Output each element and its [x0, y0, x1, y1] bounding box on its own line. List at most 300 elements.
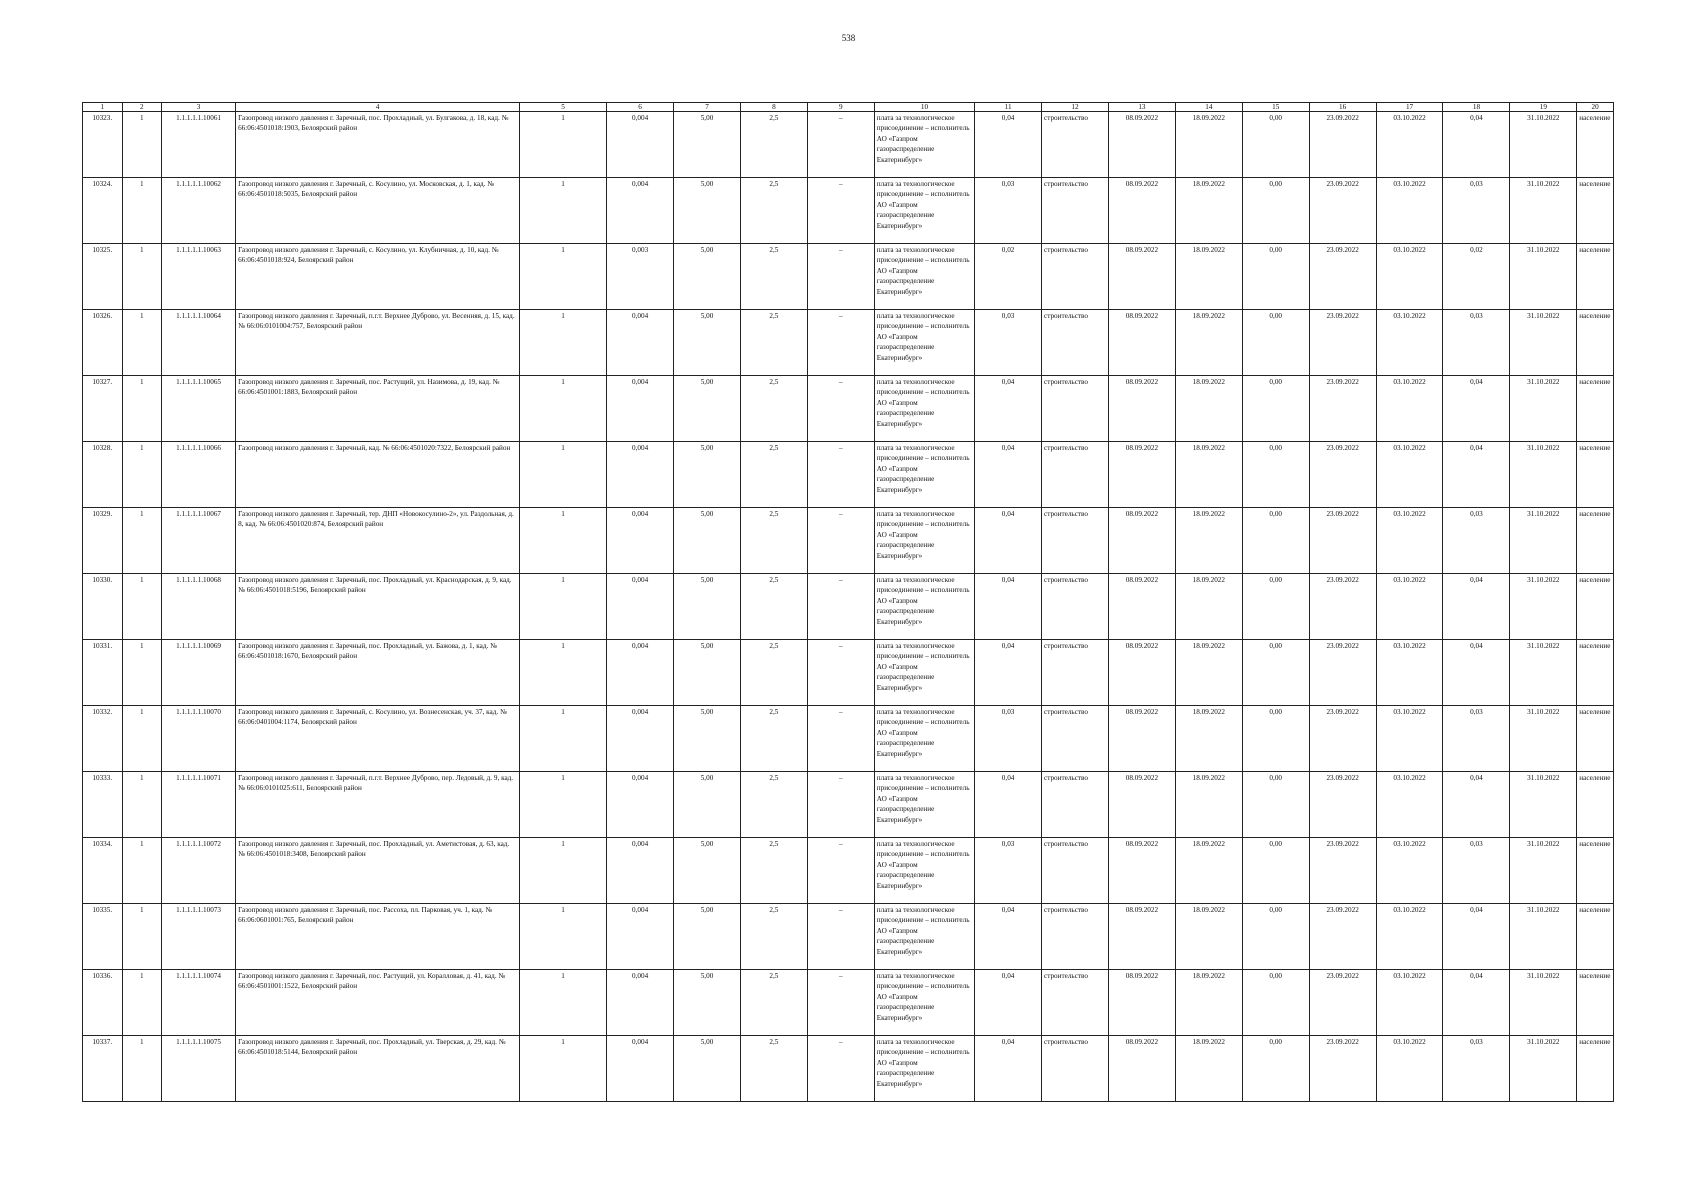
- table-cell-col-3: 1.1.1.1.1.10065: [162, 376, 236, 442]
- table-cell-col-14: 18.09.2022: [1175, 376, 1242, 442]
- table-cell-col-20: население: [1577, 640, 1614, 706]
- table-cell-col-19: 31.10.2022: [1510, 178, 1577, 244]
- table-cell-col-5: 1: [519, 376, 606, 442]
- table-cell-col-17: 03.10.2022: [1376, 112, 1443, 178]
- table-cell-col-7: 5,00: [674, 838, 741, 904]
- table-cell-col-13: 08.09.2022: [1108, 508, 1175, 574]
- table-cell-col-17: 03.10.2022: [1376, 970, 1443, 1036]
- table-cell-col-3: 1.1.1.1.1.10066: [162, 442, 236, 508]
- table-cell-col-1: 10326.: [83, 310, 123, 376]
- table-cell-col-6: 0,004: [607, 1036, 674, 1102]
- table-cell-col-7: 5,00: [674, 112, 741, 178]
- table-cell-col-11: 0,02: [975, 244, 1042, 310]
- table-cell-col-6: 0,004: [607, 310, 674, 376]
- table-cell-col-5: 1: [519, 706, 606, 772]
- table-cell-col-20: население: [1577, 508, 1614, 574]
- table-cell-col-4: Газопровод низкого давления г. Заречный, пос. Растущий, ул. Назимова, д. 19, кад. № 66:06:4501001:1883, Белоярский район: [236, 376, 520, 442]
- table-cell-col-9: –: [807, 112, 874, 178]
- table-row: [83, 376, 1614, 442]
- page-number: 538: [841, 33, 856, 43]
- table-cell-col-19: 31.10.2022: [1510, 772, 1577, 838]
- table-cell-col-20: население: [1577, 112, 1614, 178]
- table-cell-col-17: 03.10.2022: [1376, 310, 1443, 376]
- table-cell-col-3: 1.1.1.1.1.10070: [162, 706, 236, 772]
- table-cell-col-8: 2,5: [740, 838, 807, 904]
- table-cell-col-1: 10335.: [83, 904, 123, 970]
- column-header-9: 9: [807, 103, 874, 112]
- table-cell-col-16: 23.09.2022: [1309, 178, 1376, 244]
- table-cell-col-5: 1: [519, 838, 606, 904]
- table-cell-col-15: 0,00: [1242, 244, 1309, 310]
- table-cell-col-13: 08.09.2022: [1108, 1036, 1175, 1102]
- table-row: [83, 640, 1614, 706]
- table-cell-col-20: население: [1577, 706, 1614, 772]
- table-cell-col-19: 31.10.2022: [1510, 442, 1577, 508]
- table-row: [83, 442, 1614, 508]
- table-cell-col-13: 08.09.2022: [1108, 178, 1175, 244]
- table-cell-col-7: 5,00: [674, 904, 741, 970]
- table-cell-col-19: 31.10.2022: [1510, 1036, 1577, 1102]
- table-cell-col-18: 0,03: [1443, 310, 1510, 376]
- table-cell-col-20: население: [1577, 178, 1614, 244]
- table-cell-col-3: 1.1.1.1.1.10075: [162, 1036, 236, 1102]
- column-header-5: 5: [519, 103, 606, 112]
- table-cell-col-12: строительство: [1042, 112, 1109, 178]
- table-cell-col-7: 5,00: [674, 772, 741, 838]
- table-cell-col-2: 1: [122, 904, 162, 970]
- table-row: [83, 838, 1614, 904]
- table-cell-col-4: Газопровод низкого давления г. Заречный, с. Косулино, ул. Вознесенская, уч. 37, кад. № 66:06:0401004:1174, Белоярский район: [236, 706, 520, 772]
- table-cell-col-6: 0,004: [607, 508, 674, 574]
- table-cell-col-5: 1: [519, 112, 606, 178]
- table-cell-col-19: 31.10.2022: [1510, 310, 1577, 376]
- table-cell-col-13: 08.09.2022: [1108, 574, 1175, 640]
- table-cell-col-17: 03.10.2022: [1376, 244, 1443, 310]
- table-cell-col-1: 10336.: [83, 970, 123, 1036]
- table-cell-col-12: строительство: [1042, 442, 1109, 508]
- column-header-20: 20: [1577, 103, 1614, 112]
- table-cell-col-10: плата за технологическое присоединение – исполнитель АО «Газпром газораспределение Екатеринбург»: [874, 376, 974, 442]
- table-cell-col-8: 2,5: [740, 112, 807, 178]
- table-cell-col-2: 1: [122, 1036, 162, 1102]
- table-cell-col-17: 03.10.2022: [1376, 508, 1443, 574]
- column-header-14: 14: [1175, 103, 1242, 112]
- table-cell-col-16: 23.09.2022: [1309, 970, 1376, 1036]
- table-cell-col-6: 0,004: [607, 640, 674, 706]
- table-cell-col-4: Газопровод низкого давления г. Заречный, пос. Прохладный, ул. Бажова, д. 1, кад. № 66:06:4501018:1670, Белоярский район: [236, 640, 520, 706]
- table-cell-col-16: 23.09.2022: [1309, 244, 1376, 310]
- table-row: [83, 178, 1614, 244]
- table-cell-col-9: –: [807, 1036, 874, 1102]
- table-cell-col-16: 23.09.2022: [1309, 838, 1376, 904]
- table-cell-col-7: 5,00: [674, 640, 741, 706]
- table-cell-col-19: 31.10.2022: [1510, 838, 1577, 904]
- column-header-18: 18: [1443, 103, 1510, 112]
- table-cell-col-11: 0,03: [975, 178, 1042, 244]
- table-cell-col-13: 08.09.2022: [1108, 904, 1175, 970]
- table-cell-col-12: строительство: [1042, 706, 1109, 772]
- column-header-7: 7: [674, 103, 741, 112]
- table-cell-col-17: 03.10.2022: [1376, 772, 1443, 838]
- table-cell-col-19: 31.10.2022: [1510, 970, 1577, 1036]
- table-cell-col-4: Газопровод низкого давления г. Заречный, с. Косулино, ул. Московская, д. 1, кад. № 66:06:4501018:5035, Белоярский район: [236, 178, 520, 244]
- table-cell-col-11: 0,04: [975, 574, 1042, 640]
- table-cell-col-13: 08.09.2022: [1108, 640, 1175, 706]
- table-cell-col-14: 18.09.2022: [1175, 904, 1242, 970]
- table-cell-col-4: Газопровод низкого давления г. Заречный, пос. Прохладный, ул. Тверская, д. 29, кад. № 66:06:4501018:5144, Белоярский район: [236, 1036, 520, 1102]
- table-cell-col-4: Газопровод низкого давления г. Заречный, пос. Прохладный, ул. Аметистовая, д. 63, кад. № 66:06:4501018:3408, Белоярский район: [236, 838, 520, 904]
- table-cell-col-5: 1: [519, 574, 606, 640]
- table-cell-col-16: 23.09.2022: [1309, 574, 1376, 640]
- table-cell-col-2: 1: [122, 508, 162, 574]
- table-cell-col-8: 2,5: [740, 244, 807, 310]
- table-cell-col-9: –: [807, 706, 874, 772]
- column-header-1: 1: [83, 103, 123, 112]
- table-cell-col-15: 0,00: [1242, 1036, 1309, 1102]
- table-cell-col-17: 03.10.2022: [1376, 178, 1443, 244]
- table-cell-col-18: 0,03: [1443, 508, 1510, 574]
- table-cell-col-7: 5,00: [674, 970, 741, 1036]
- table-cell-col-11: 0,04: [975, 1036, 1042, 1102]
- table-cell-col-1: 10332.: [83, 706, 123, 772]
- table-cell-col-12: строительство: [1042, 970, 1109, 1036]
- table-cell-col-8: 2,5: [740, 640, 807, 706]
- table-cell-col-3: 1.1.1.1.1.10061: [162, 112, 236, 178]
- table-row: [83, 904, 1614, 970]
- table-cell-col-9: –: [807, 970, 874, 1036]
- table-cell-col-16: 23.09.2022: [1309, 1036, 1376, 1102]
- table-cell-col-3: 1.1.1.1.1.10068: [162, 574, 236, 640]
- table-cell-col-14: 18.09.2022: [1175, 772, 1242, 838]
- table-cell-col-13: 08.09.2022: [1108, 970, 1175, 1036]
- table-cell-col-18: 0,04: [1443, 574, 1510, 640]
- column-header-6: 6: [607, 103, 674, 112]
- table-cell-col-3: 1.1.1.1.1.10073: [162, 904, 236, 970]
- table-cell-col-2: 1: [122, 178, 162, 244]
- table-cell-col-18: 0,02: [1443, 244, 1510, 310]
- table-cell-col-13: 08.09.2022: [1108, 772, 1175, 838]
- table-cell-col-6: 0,004: [607, 112, 674, 178]
- table-cell-col-18: 0,04: [1443, 640, 1510, 706]
- table-cell-col-1: 10334.: [83, 838, 123, 904]
- table-cell-col-20: население: [1577, 772, 1614, 838]
- table-cell-col-19: 31.10.2022: [1510, 706, 1577, 772]
- column-header-19: 19: [1510, 103, 1577, 112]
- table-cell-col-11: 0,04: [975, 640, 1042, 706]
- table-cell-col-5: 1: [519, 640, 606, 706]
- table-cell-col-12: строительство: [1042, 310, 1109, 376]
- table-cell-col-9: –: [807, 244, 874, 310]
- table-cell-col-18: 0,04: [1443, 112, 1510, 178]
- table-cell-col-20: население: [1577, 970, 1614, 1036]
- table-cell-col-4: Газопровод низкого давления г. Заречный, кад. № 66:06:4501020:7322, Белоярский район: [236, 442, 520, 508]
- table-cell-col-12: строительство: [1042, 772, 1109, 838]
- table-cell-col-5: 1: [519, 178, 606, 244]
- table-cell-col-14: 18.09.2022: [1175, 574, 1242, 640]
- table-cell-col-5: 1: [519, 508, 606, 574]
- column-header-16: 16: [1309, 103, 1376, 112]
- table-cell-col-3: 1.1.1.1.1.10069: [162, 640, 236, 706]
- table-cell-col-6: 0,004: [607, 970, 674, 1036]
- table-cell-col-3: 1.1.1.1.1.10063: [162, 244, 236, 310]
- table-cell-col-18: 0,03: [1443, 178, 1510, 244]
- table-cell-col-20: население: [1577, 904, 1614, 970]
- table-cell-col-17: 03.10.2022: [1376, 706, 1443, 772]
- column-header-13: 13: [1108, 103, 1175, 112]
- table-cell-col-15: 0,00: [1242, 772, 1309, 838]
- column-header-10: 10: [874, 103, 974, 112]
- table-cell-col-10: плата за технологическое присоединение – исполнитель АО «Газпром газораспределение Екатеринбург»: [874, 508, 974, 574]
- table-cell-col-11: 0,04: [975, 376, 1042, 442]
- table-cell-col-7: 5,00: [674, 508, 741, 574]
- table-cell-col-4: Газопровод низкого давления г. Заречный, пос. Прохладный, ул. Краснодарская, д. 9, кад. № 66:06:4501018:5196, Белоярский район: [236, 574, 520, 640]
- table-cell-col-10: плата за технологическое присоединение – исполнитель АО «Газпром газораспределение Екатеринбург»: [874, 772, 974, 838]
- table-cell-col-2: 1: [122, 310, 162, 376]
- table-cell-col-5: 1: [519, 970, 606, 1036]
- table-cell-col-18: 0,04: [1443, 970, 1510, 1036]
- table-cell-col-10: плата за технологическое присоединение – исполнитель АО «Газпром газораспределение Екатеринбург»: [874, 112, 974, 178]
- table-cell-col-8: 2,5: [740, 1036, 807, 1102]
- table-cell-col-5: 1: [519, 442, 606, 508]
- table-cell-col-1: 10325.: [83, 244, 123, 310]
- table-cell-col-10: плата за технологическое присоединение – исполнитель АО «Газпром газораспределение Екатеринбург»: [874, 838, 974, 904]
- table-cell-col-4: Газопровод низкого давления г. Заречный, п.г.т. Верхнее Дуброво, пер. Ледовый, д. 9, кад. № 66:06:0101025:611, Белоярский район: [236, 772, 520, 838]
- table-cell-col-18: 0,04: [1443, 442, 1510, 508]
- table-cell-col-14: 18.09.2022: [1175, 970, 1242, 1036]
- table-cell-col-7: 5,00: [674, 244, 741, 310]
- table-cell-col-8: 2,5: [740, 970, 807, 1036]
- table-cell-col-9: –: [807, 574, 874, 640]
- table-cell-col-15: 0,00: [1242, 310, 1309, 376]
- table-row: [83, 244, 1614, 310]
- table-cell-col-1: 10337.: [83, 1036, 123, 1102]
- table-cell-col-19: 31.10.2022: [1510, 508, 1577, 574]
- table-cell-col-2: 1: [122, 112, 162, 178]
- table-cell-col-19: 31.10.2022: [1510, 376, 1577, 442]
- table-cell-col-3: 1.1.1.1.1.10062: [162, 178, 236, 244]
- table-cell-col-6: 0,003: [607, 244, 674, 310]
- table-cell-col-5: 1: [519, 1036, 606, 1102]
- table-cell-col-10: плата за технологическое присоединение – исполнитель АО «Газпром газораспределение Екатеринбург»: [874, 640, 974, 706]
- table-cell-col-15: 0,00: [1242, 838, 1309, 904]
- table-cell-col-9: –: [807, 640, 874, 706]
- table-cell-col-5: 1: [519, 772, 606, 838]
- table-cell-col-2: 1: [122, 970, 162, 1036]
- table-cell-col-17: 03.10.2022: [1376, 376, 1443, 442]
- table-cell-col-17: 03.10.2022: [1376, 574, 1443, 640]
- table-cell-col-13: 08.09.2022: [1108, 376, 1175, 442]
- table-cell-col-8: 2,5: [740, 508, 807, 574]
- table-cell-col-16: 23.09.2022: [1309, 442, 1376, 508]
- table-cell-col-15: 0,00: [1242, 904, 1309, 970]
- table-cell-col-16: 23.09.2022: [1309, 904, 1376, 970]
- table-cell-col-13: 08.09.2022: [1108, 838, 1175, 904]
- table-row: [83, 310, 1614, 376]
- table-cell-col-8: 2,5: [740, 442, 807, 508]
- table-row: [83, 1036, 1614, 1102]
- column-header-11: 11: [975, 103, 1042, 112]
- table-cell-col-20: население: [1577, 442, 1614, 508]
- table-cell-col-12: строительство: [1042, 244, 1109, 310]
- table-cell-col-16: 23.09.2022: [1309, 772, 1376, 838]
- table-cell-col-11: 0,03: [975, 310, 1042, 376]
- table-row: [83, 706, 1614, 772]
- table-cell-col-16: 23.09.2022: [1309, 508, 1376, 574]
- table-cell-col-16: 23.09.2022: [1309, 376, 1376, 442]
- table-cell-col-12: строительство: [1042, 376, 1109, 442]
- table-row: [83, 772, 1614, 838]
- table-cell-col-17: 03.10.2022: [1376, 904, 1443, 970]
- table-cell-col-2: 1: [122, 838, 162, 904]
- table-cell-col-9: –: [807, 904, 874, 970]
- table-cell-col-18: 0,04: [1443, 904, 1510, 970]
- table-cell-col-17: 03.10.2022: [1376, 1036, 1443, 1102]
- table-cell-col-10: плата за технологическое присоединение – исполнитель АО «Газпром газораспределение Екатеринбург»: [874, 574, 974, 640]
- table-cell-col-2: 1: [122, 574, 162, 640]
- table-cell-col-18: 0,03: [1443, 1036, 1510, 1102]
- table-cell-col-10: плата за технологическое присоединение – исполнитель АО «Газпром газораспределение Екатеринбург»: [874, 1036, 974, 1102]
- table-cell-col-14: 18.09.2022: [1175, 178, 1242, 244]
- table-cell-col-14: 18.09.2022: [1175, 244, 1242, 310]
- table-cell-col-7: 5,00: [674, 1036, 741, 1102]
- table-cell-col-6: 0,004: [607, 376, 674, 442]
- table-cell-col-9: –: [807, 772, 874, 838]
- table-cell-col-9: –: [807, 310, 874, 376]
- table-cell-col-6: 0,004: [607, 178, 674, 244]
- table-cell-col-8: 2,5: [740, 706, 807, 772]
- table-cell-col-12: строительство: [1042, 640, 1109, 706]
- table-cell-col-7: 5,00: [674, 574, 741, 640]
- table-cell-col-19: 31.10.2022: [1510, 904, 1577, 970]
- table-cell-col-9: –: [807, 838, 874, 904]
- column-header-17: 17: [1376, 103, 1443, 112]
- table-cell-col-7: 5,00: [674, 442, 741, 508]
- table-cell-col-14: 18.09.2022: [1175, 640, 1242, 706]
- table-cell-col-6: 0,004: [607, 706, 674, 772]
- table-cell-col-15: 0,00: [1242, 970, 1309, 1036]
- table-cell-col-11: 0,03: [975, 838, 1042, 904]
- table-cell-col-12: строительство: [1042, 178, 1109, 244]
- table-cell-col-17: 03.10.2022: [1376, 838, 1443, 904]
- table-cell-col-1: 10330.: [83, 574, 123, 640]
- table-cell-col-9: –: [807, 376, 874, 442]
- column-header-4: 4: [236, 103, 520, 112]
- table-cell-col-11: 0,04: [975, 970, 1042, 1036]
- table-cell-col-13: 08.09.2022: [1108, 706, 1175, 772]
- table-cell-col-7: 5,00: [674, 178, 741, 244]
- table-cell-col-1: 10329.: [83, 508, 123, 574]
- table-cell-col-1: 10323.: [83, 112, 123, 178]
- table-cell-col-15: 0,00: [1242, 706, 1309, 772]
- table-cell-col-3: 1.1.1.1.1.10064: [162, 310, 236, 376]
- table-cell-col-7: 5,00: [674, 376, 741, 442]
- table-cell-col-10: плата за технологическое присоединение – исполнитель АО «Газпром газораспределение Екатеринбург»: [874, 904, 974, 970]
- column-header-2: 2: [122, 103, 162, 112]
- table-cell-col-8: 2,5: [740, 178, 807, 244]
- table-cell-col-14: 18.09.2022: [1175, 442, 1242, 508]
- table-cell-col-10: плата за технологическое присоединение – исполнитель АО «Газпром газораспределение Екатеринбург»: [874, 178, 974, 244]
- table-cell-col-17: 03.10.2022: [1376, 640, 1443, 706]
- table-cell-col-16: 23.09.2022: [1309, 706, 1376, 772]
- table-cell-col-10: плата за технологическое присоединение – исполнитель АО «Газпром газораспределение Екатеринбург»: [874, 970, 974, 1036]
- table-cell-col-15: 0,00: [1242, 376, 1309, 442]
- table-cell-col-10: плата за технологическое присоединение – исполнитель АО «Газпром газораспределение Екатеринбург»: [874, 244, 974, 310]
- table-cell-col-14: 18.09.2022: [1175, 1036, 1242, 1102]
- column-header-15: 15: [1242, 103, 1309, 112]
- table-cell-col-6: 0,004: [607, 574, 674, 640]
- table-cell-col-15: 0,00: [1242, 574, 1309, 640]
- table-cell-col-7: 5,00: [674, 706, 741, 772]
- table-row: [83, 970, 1614, 1036]
- table-cell-col-1: 10333.: [83, 772, 123, 838]
- table-cell-col-2: 1: [122, 706, 162, 772]
- table-cell-col-13: 08.09.2022: [1108, 442, 1175, 508]
- table-cell-col-2: 1: [122, 244, 162, 310]
- table-cell-col-6: 0,004: [607, 442, 674, 508]
- table-cell-col-19: 31.10.2022: [1510, 574, 1577, 640]
- table-cell-col-18: 0,03: [1443, 838, 1510, 904]
- table-cell-col-8: 2,5: [740, 772, 807, 838]
- table-cell-col-17: 03.10.2022: [1376, 442, 1443, 508]
- table-cell-col-20: население: [1577, 574, 1614, 640]
- table-cell-col-9: –: [807, 178, 874, 244]
- table-cell-col-18: 0,03: [1443, 706, 1510, 772]
- table-cell-col-11: 0,04: [975, 772, 1042, 838]
- table-cell-col-6: 0,004: [607, 838, 674, 904]
- table-cell-col-9: –: [807, 508, 874, 574]
- table-row: [83, 112, 1614, 178]
- table-cell-col-15: 0,00: [1242, 508, 1309, 574]
- column-header-8: 8: [740, 103, 807, 112]
- table-cell-col-14: 18.09.2022: [1175, 112, 1242, 178]
- table-cell-col-6: 0,004: [607, 772, 674, 838]
- table-cell-col-4: Газопровод низкого давления г. Заречный, пос. Рассоха, пл. Парковая, уч. 1, кад. № 66:06:0601001:765, Белоярский район: [236, 904, 520, 970]
- table-cell-col-11: 0,04: [975, 508, 1042, 574]
- table-cell-col-13: 08.09.2022: [1108, 310, 1175, 376]
- table-cell-col-20: население: [1577, 244, 1614, 310]
- table-cell-col-3: 1.1.1.1.1.10072: [162, 838, 236, 904]
- table-cell-col-10: плата за технологическое присоединение – исполнитель АО «Газпром газораспределение Екатеринбург»: [874, 706, 974, 772]
- table-header-row: [83, 103, 1614, 112]
- table-cell-col-5: 1: [519, 904, 606, 970]
- table-cell-col-20: население: [1577, 838, 1614, 904]
- table-cell-col-18: 0,04: [1443, 772, 1510, 838]
- table-cell-col-14: 18.09.2022: [1175, 310, 1242, 376]
- table-cell-col-2: 1: [122, 772, 162, 838]
- table-cell-col-4: Газопровод низкого давления г. Заречный, с. Косулино, ул. Клубничная, д. 10, кад. № 66:06:4501018:924, Белоярский район: [236, 244, 520, 310]
- gas-pipeline-table: [82, 102, 1614, 1102]
- table-cell-col-16: 23.09.2022: [1309, 640, 1376, 706]
- table-cell-col-18: 0,04: [1443, 376, 1510, 442]
- table-cell-col-9: –: [807, 442, 874, 508]
- table-cell-col-19: 31.10.2022: [1510, 640, 1577, 706]
- table-cell-col-5: 1: [519, 310, 606, 376]
- table-cell-col-15: 0,00: [1242, 640, 1309, 706]
- table-cell-col-15: 0,00: [1242, 112, 1309, 178]
- table-cell-col-2: 1: [122, 640, 162, 706]
- table-cell-col-19: 31.10.2022: [1510, 112, 1577, 178]
- table-cell-col-19: 31.10.2022: [1510, 244, 1577, 310]
- table-cell-col-10: плата за технологическое присоединение – исполнитель АО «Газпром газораспределение Екатеринбург»: [874, 442, 974, 508]
- table-cell-col-20: население: [1577, 1036, 1614, 1102]
- table-cell-col-3: 1.1.1.1.1.10071: [162, 772, 236, 838]
- table-cell-col-5: 1: [519, 244, 606, 310]
- table-cell-col-14: 18.09.2022: [1175, 838, 1242, 904]
- table-cell-col-13: 08.09.2022: [1108, 244, 1175, 310]
- table-cell-col-20: население: [1577, 310, 1614, 376]
- table-cell-col-2: 1: [122, 442, 162, 508]
- table-cell-col-7: 5,00: [674, 310, 741, 376]
